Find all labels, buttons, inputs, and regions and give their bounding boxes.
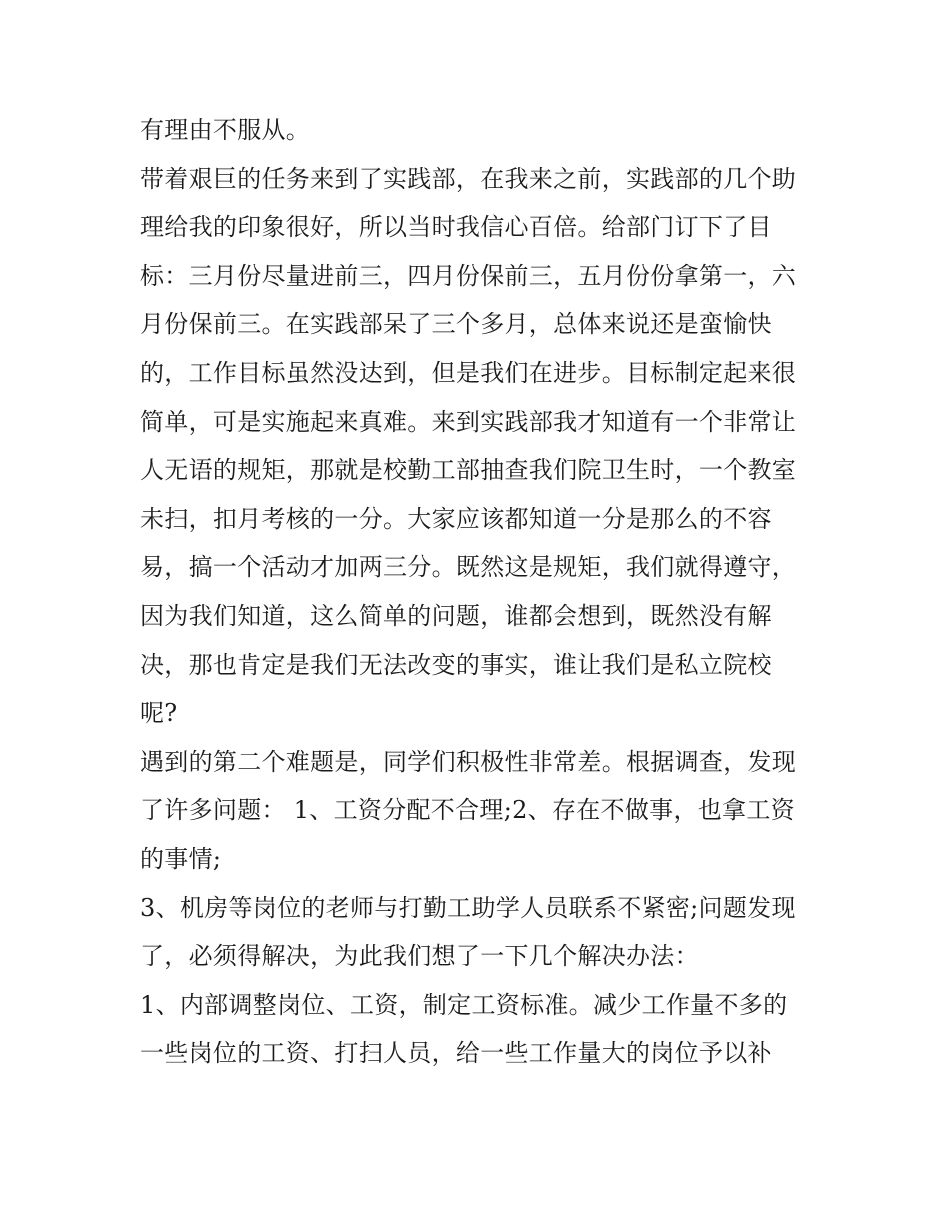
text-line: 月份保前三。在实践部呆了三个多月，总体来说还是蛮愉快: [140, 310, 772, 339]
text-line: 3、机房等岗位的老师与打勤工助学人员联系不紧密;问题发现: [140, 893, 796, 922]
text-line: 易，搞一个活动才加两三分。既然这是规矩，我们就得遵守，: [140, 553, 797, 582]
text-line: 标：三月份尽量进前三，四月份保前三，五月份份拿第一，六: [140, 261, 797, 290]
text-line: 呢?: [140, 699, 178, 728]
text-line: 有理由不服从。: [140, 116, 311, 144]
text-line: 的事情;: [140, 844, 222, 873]
text-line: 了许多问题： 1、工资分配不合理;2、存在不做事，也拿工资: [140, 796, 795, 825]
text-line: 的，工作目标虽然没达到，但是我们在进步。目标制定起来很: [140, 358, 797, 387]
text-line: 遇到的第二个难题是，同学们积极性非常差。根据调查，发现: [140, 747, 797, 776]
text-line: 理给我的印象很好，所以当时我信心百倍。给部门订下了目: [140, 213, 772, 242]
text-line: 1、内部调整岗位、工资，制定工资标准。减少工作量不多的: [140, 990, 788, 1019]
text-line: 简单，可是实施起来真难。来到实践部我才知道有一个非常让: [140, 407, 797, 436]
body-text: [140, 106, 820, 1078]
text-line: 决，那也肯定是我们无法改变的事实，谁让我们是私立院校: [140, 650, 772, 679]
text-line: 未扫，扣月考核的一分。大家应该都知道一分是那么的不容: [140, 504, 772, 533]
text-line: 带着艰巨的任务来到了实践部，在我来之前，实践部的几个助: [140, 164, 797, 193]
text-line: 了，必须得解决，为此我们想了一下几个解决办法：: [140, 942, 699, 971]
text-line: 因为我们知道，这么简单的问题，谁都会想到，既然没有解: [140, 601, 772, 630]
text-line: 一些岗位的工资、打扫人员，给一些工作量大的岗位予以补: [140, 1039, 772, 1068]
text-line: 人无语的规矩，那就是校勤工部抽查我们院卫生时，一个教室: [140, 456, 797, 485]
